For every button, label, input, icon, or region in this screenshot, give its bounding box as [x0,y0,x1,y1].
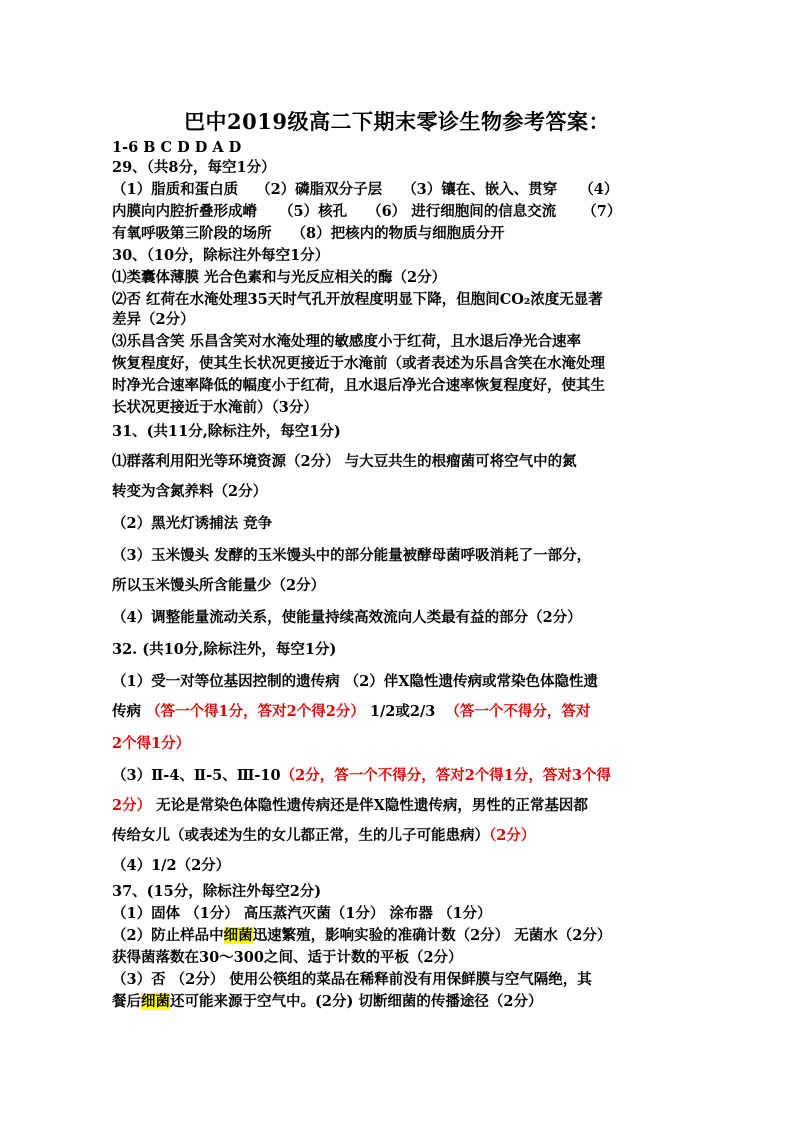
q31-line-4: （3）玉米馒头 发酵的玉米馒头中的部分能量被酵母菌呼吸消耗了一部分， [112,547,592,564]
q32-answer: （3）Ⅱ-4、Ⅱ-5、Ⅲ-10 [112,767,281,784]
q29-answer-2: （2）磷脂双分子层 [256,181,383,198]
q32-text: 传病 [112,703,147,720]
q32-scoring-note: 2分） [112,797,152,814]
q32-answer: 传给女儿（或表述为生的女儿都正常，生的儿子可能患病） [112,827,489,844]
q29-line-1 [112,180,618,200]
highlighted-word: 细菌 [223,927,253,944]
q37-line-1: （1）固体 （1分） 高压蒸汽灭菌（1分） 涂布器 （1分） [112,905,492,922]
q32-line-1: （1）受一对等位基因控制的遗传病 （2）伴X隐性遗传病或常染色体隐性遗 [112,673,598,690]
q30-line-4: ⑶乐昌含笑 乐昌含笑对水淹处理的敏感度小于红荷，且水退后净光合速率 [112,333,582,350]
q30-line-5: 恢复程度好，使其生长状况更接近于水淹前（或者表述为乐昌含笑在水淹处理 [112,355,605,372]
q29-answer-5: （5）核孔 [279,203,348,220]
q30-heading: 30、（10分，除标注外每空1分） [112,247,330,264]
q31-line-6: （4）调整能量流动关系，使能量持续高效流向人类最有益的部分（2分） [112,609,582,626]
q30-line-3: 差异（2分） [112,311,195,328]
q29-heading: 29、（共8分，每空1分） [112,159,276,176]
q32-scoring-note: （2分，答一个不得分，答对2个得1分，答对3个得 [280,767,611,784]
q32-scoring-note: （答一个不得分，答对 [445,703,591,720]
q29-line-2 [112,202,621,222]
q32-scoring-note: （答一个得1分，答对2个得2分） [146,703,365,720]
q32-heading: 32. (共10分,除标注外，每空1分) [112,641,337,658]
q32-answer: 1/2或2/3 [364,703,436,720]
q32-line-3: 2个得1分） [112,735,191,752]
q32-line-5 [112,796,588,816]
q37-text: （2）防止样品中 [112,927,224,944]
q31-line-5: 所以玉米馒头所含能量少（2分） [112,577,326,594]
q30-line-1: ⑴类囊体薄膜 光合色素和与光反应相关的酶（2分） [112,269,447,286]
q29-answer-3: （3）镶在、嵌入、贯穿 [402,181,558,198]
q31-line-1: ⑴群落利用阳光等环境资源（2分） 与大豆共生的根瘤菌可将空气中的氮 [112,453,577,470]
q30-line-6: 时净光合速率降低的幅度小于红荷，且水退后净光合速率恢复程度好，使其生 [112,377,605,394]
q37-line-3: 获得菌落数在30～300之间、适于计数的平板（2分） [112,949,463,966]
q29-answer-7: 有氧呼吸第三阶段的场所 [112,225,272,242]
q37-line-2 [112,926,611,946]
q29-answer-7-num: （7） [582,203,622,220]
mc-answers: 1-6 B C D D A D [112,139,242,156]
q37-line-5 [112,992,542,1012]
q29-answer-4-num: （4） [579,181,619,198]
q32-line-4 [112,766,611,786]
q37-text: 还可能来源于空气中。(2分) 切断细菌的传播途径（2分） [170,993,543,1010]
q30-line-2: ⑵否 红荷在水淹处理35天时气孔开放程度明显下降，但胞间CO₂浓度无显著 [112,291,603,308]
q29-answer-4: 内膜向内腔折叠形成嵴 [112,203,257,220]
q37-text: 餐后 [112,993,141,1010]
q30-line-7: 长状况更接近于水淹前）（3分） [112,399,318,416]
q29-line-3 [112,224,505,244]
q29-answer-8: （8）把核内的物质与细胞质分开 [291,225,505,242]
q37-heading: 37、(15分，除标注外每空2分) [112,883,322,900]
q37-line-4: （3）否 （2分） 使用公筷组的菜品在稀释前没有用保鲜膜与空气隔绝，其 [112,971,592,988]
q31-line-3: （2）黑光灯诱捕法 竞争 [112,515,273,532]
q32-line-6 [112,826,535,846]
q31-line-2: 转变为含氮养料（2分） [112,483,268,500]
q32-answer: 无论是常染色体隐性遗传病还是伴X隐性遗传病，男性的正常基因都 [151,797,588,814]
highlighted-word: 细菌 [141,993,170,1010]
q32-line-7: （4）1/2（2分） [112,857,231,874]
q29-answer-6: （6） 进行细胞间的信息交流 [367,203,557,220]
q31-heading: 31、(共11分,除标注外，每空1分) [112,423,341,440]
q37-text: 迅速繁殖，影响实验的准确计数（2分） 无菌水（2分） [252,927,612,944]
q32-scoring-note: （2分） [489,827,536,844]
page-title: 巴中2019级高二下期末零诊生物参考答案： [184,109,610,134]
q29-answer-1: （1）脂质和蛋白质 [112,181,239,198]
q32-line-2 [112,702,590,722]
